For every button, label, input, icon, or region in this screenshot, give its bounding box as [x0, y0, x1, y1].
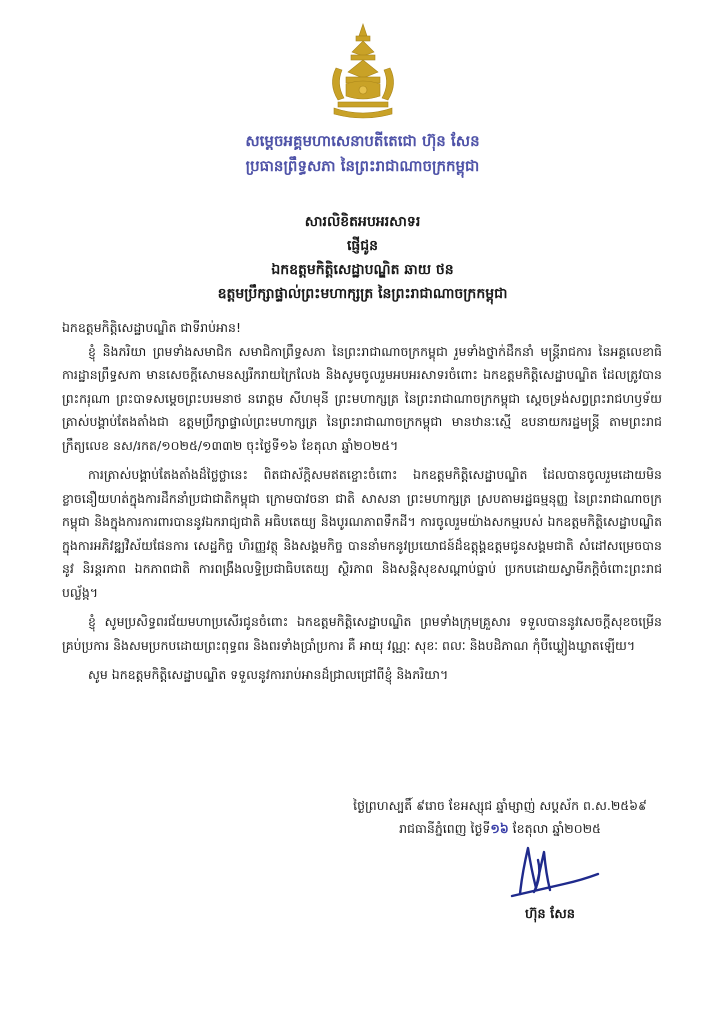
royal-emblem-icon: [318, 22, 408, 122]
paragraph-3: ខ្ញុំ សូមប្រសិទ្ធពរជ័យមហាប្រសើរជូនចំពោះ ឯកឧត្តមកិត្តិសេដ្ឋាបណ្ឌិត ព្រមទាំងក្រុមគ្រួសារ ទទួលបាននូវសេចក្តីសុខចម្រើនគ្រប់ប្រការ និងសមប្រកបដោយព្រះពុទ្ធពរ និងពរទាំងប្រាំប្រការ គឺ អាយុ វណ្ណៈ សុខៈ ពលៈ និងបដិភាណ កុំបីឃ្លៀងឃ្លាតឡើយ។: [62, 614, 662, 653]
letter-title-block: [0, 210, 725, 306]
paragraph-2: ការត្រាស់បង្គាប់តែងតាំងដ៏ថ្លៃថ្លានេះ ពិតជាស័ក្តិសមឥតខ្ចោះចំពោះ ឯកឧត្តមកិត្តិសេដ្ឋាបណ្ឌិត ដែលបានចូលរួមដោយមិនខ្លាចនឿយហត់ក្នុងការដឹកនាំប្រជាជាតិកម្ពុជា ក្រោមបាវចនា ជាតិ សាសនា ព្រះមហាក្សត្រ ស្របតាមរដ្ឋធម្មនុញ្ញ នៃព្រះរាជាណាចក្រកម្ពុជា និងក្នុងការការពារបាននូវឯករាជ្យជាតិ អធិបតេយ្យ និងបូរណភាពទឹកដី។ ការចូលរួមយ៉ាងសកម្មរបស់ ឯកឧត្តមកិត្តិសេដ្ឋាបណ្ឌិត ក្នុងការអភិវឌ្ឍវិស័យផែនការ សេដ្ឋកិច្ច ហិរញ្ញវត្ថុ និងសង្គមកិច្ច បាននាំមកនូវប្រយោជន៍ដ៏ឧត្តុង្គឧត្តមជូនសង្គមជាតិ សំដៅសម្រេចបាននូវ និរន្តរភាព ឯកភាពជាតិ ការពង្រឹងលទ្ធិប្រជាធិបតេយ្យ ស្ថិរភាព និងសន្តិសុខសណ្តាប់ធ្នាប់ ប្រកបដោយស្វាមីភក្តិចំពោះព្រះរាជបល្ល័ង្ក។: [62, 467, 662, 600]
place-prefix: រាជធានីភ្នំពេញ ថ្ងៃទី: [399, 821, 491, 836]
paragraph-1: ខ្ញុំ និងភរិយា ព្រមទាំងសមាជិក សមាជិកាព្រឹទ្ធសភា នៃព្រះរាជាណាចក្រកម្ពុជា រួមទាំងថ្នាក់ដឹកនាំ មន្ត្រីរាជការ នៃអគ្គលេខាធិការដ្ឋានព្រឹទ្ធសភា មានសេចក្តីសោមនស្សរីករាយក្រៃលែង និងសូមចូលរួមអបអរសាទរចំពោះ ឯកឧត្តមកិត្តិសេដ្ឋាបណ្ឌិត ដែលត្រូវបាន ព្រះករុណា ព្រះបាទសម្តេចព្រះបរមនាថ នរោត្តម សីហមុនី ព្រះមហាក្សត្រ នៃព្រះរាជាណាចក្រកម្ពុជា ស្តេចទ្រង់សព្វព្រះរាជហឫទ័យ ត្រាស់បង្គាប់តែងតាំងជា ឧត្តមប្រឹក្សាផ្ទាល់ព្រះមហាក្សត្រ នៃព្រះរាជាណាចក្រកម្ពុជា មានឋានៈស្មើ ឧបនាយករដ្ឋមន្ត្រី តាមព្រះរាជក្រឹត្យលេខ នស/រកត/១០២៥/១៣៣២ ចុះថ្ងៃទី១៦ ខែតុលា ឆ្នាំ២០២៥។: [62, 343, 662, 453]
salutation: ឯកឧត្តមកិត្តិសេដ្ឋាបណ្ឌិត ជាទីរាប់អាន!: [62, 320, 241, 335]
letter-addressed-to: ផ្ញើជូន: [346, 238, 379, 254]
date-day: ១៦: [490, 821, 509, 836]
handwritten-signature-icon: [498, 840, 608, 900]
recipient-name: ឯកឧត្តមកិត្តិសេដ្ឋាបណ្ឌិត ឆាយ ថន: [271, 262, 454, 278]
sender-title: សម្តេចអគ្គមហាសេនាបតីតេជោ ហ៊ុន សែន: [245, 132, 480, 150]
letter-title: សារលិខិតអបអរសាទរ: [304, 214, 421, 230]
place-date: [330, 817, 670, 840]
lunar-date: ថ្ងៃព្រហស្បតិ៍ ៩រោច ខែអស្សុជ ឆ្នាំម្សាញ់ សប្តស័ក ព.ស.២៥៦៩: [353, 798, 647, 813]
signer-name: ហ៊ុន សែន: [525, 907, 575, 922]
paragraph-4: សូម ឯកឧត្តមកិត្តិសេដ្ឋាបណ្ឌិត ទទួលនូវការរាប់អានដ៏ជ្រាលជ្រៅពីខ្ញុំ និងភរិយា។: [88, 667, 449, 682]
recipient-position: ឧត្តមប្រឹក្សាផ្ទាល់ព្រះមហាក្សត្រ នៃព្រះរាជាណាចក្រកម្ពុជា: [217, 286, 508, 302]
date-block: [330, 794, 670, 840]
letter-body: [62, 316, 662, 687]
sender-position: ប្រធានព្រឹទ្ធសភា នៃព្រះរាជាណាចក្រកម្ពុជា: [245, 157, 480, 175]
date-month-year: ខែតុលា ឆ្នាំ២០២៥: [512, 821, 601, 836]
